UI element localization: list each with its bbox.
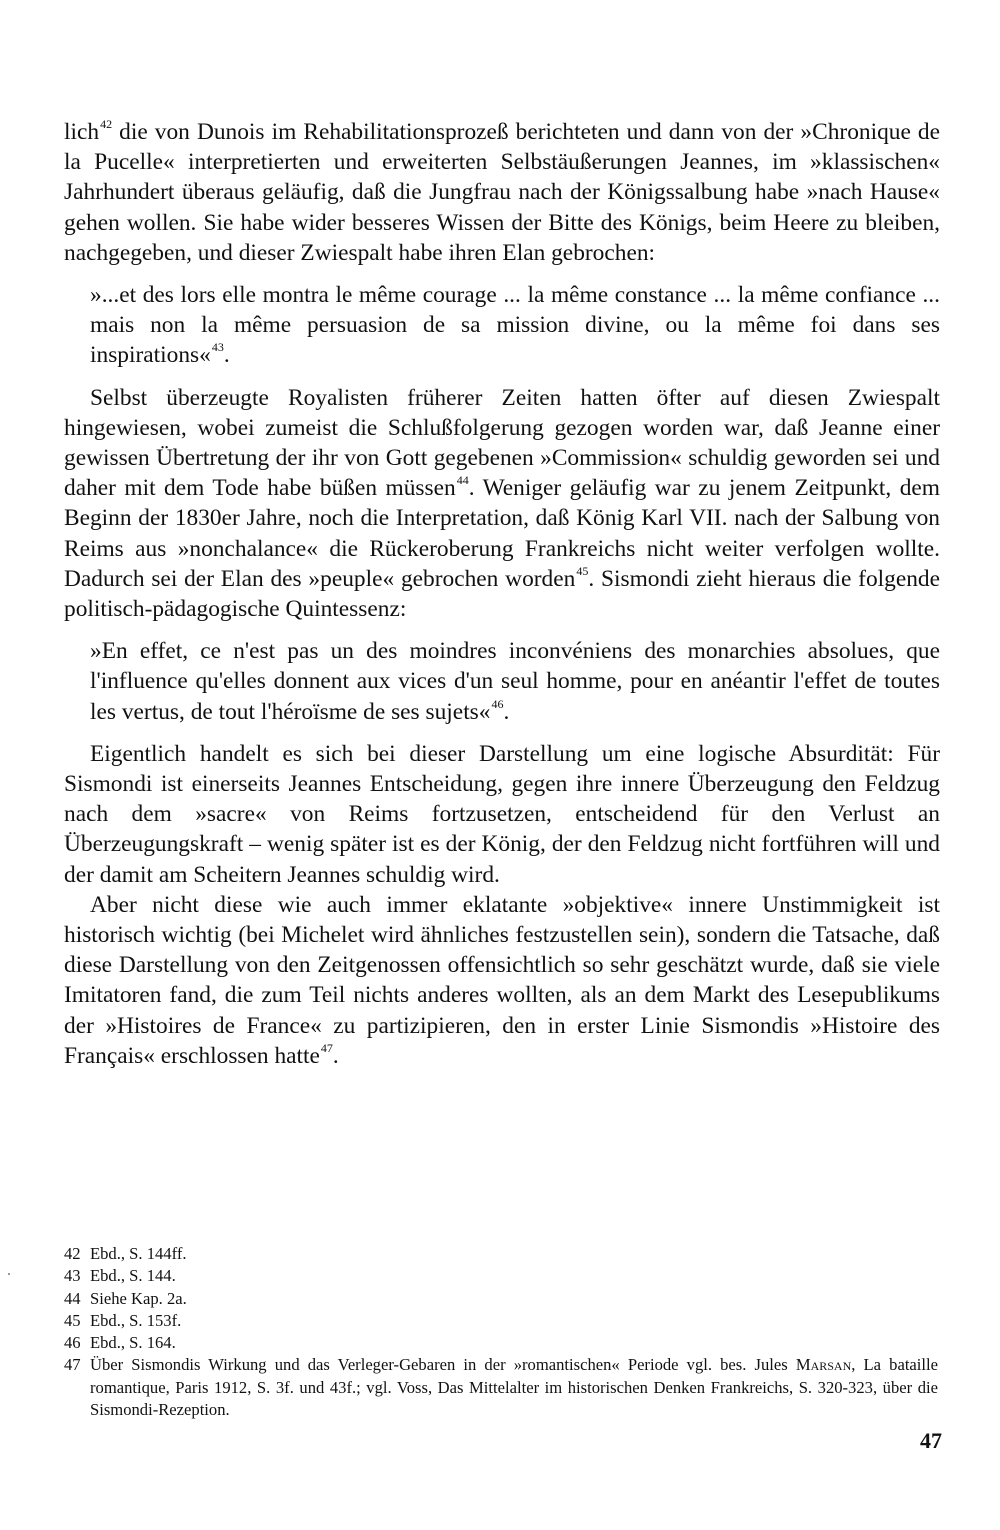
scan-speck xyxy=(8,1273,10,1275)
block-quote-2 xyxy=(90,636,940,727)
footnote-ref: 44 xyxy=(456,473,469,488)
footnote-number: 47 xyxy=(64,1355,81,1375)
footnote-text: Ebd., S. 153f. xyxy=(90,1310,182,1330)
quote-text: . xyxy=(223,342,230,369)
main-text xyxy=(64,117,940,1071)
quote-text: »...et des lors elle montra le même courage ... la même constance ... la même confiance ... mais non la même persuasion de sa mission divine, ou la même foi dans ses inspirations« xyxy=(90,282,940,369)
footnote-text-part: , La bataille romantique, Paris 1912, S. 3f. und 43f.; vgl. Voss, Das Mittelalter im historischen Denken Frankreichs, S. 320-323, über die Sismondi-Rezeption. xyxy=(90,1355,938,1420)
paragraph-text: Selbst überzeugte Royalisten früherer Zeiten hatten öfter auf diesen Zwiespalt hingewiesen, wobei zumeist die Schlußfolgerung gezogen worden war, daß Jeanne einer gewissen Übertretung der ihr von Gott gegebenen »Commission« schuldig geworden sei und daher mit dem Tode habe büßen müssen xyxy=(64,384,940,502)
footnote-ref: 43 xyxy=(211,340,224,355)
paragraph-text: die von Dunois im Rehabilitationsprozeß berichteten und dann von der »Chronique de la Pucelle« interpretierten und erweiterten Selbstäußerungen Jeannes, im »klassischen« Jahrhundert überaus geläufig, daß die Jungfrau nach der Königssalbung habe »nach Hause« gehen wollen. Sie habe wider besseres Wissen der Bitte des Königs, beim Heere zu bleiben, nachgegeben, und dieser Zwiespalt habe ihren Elan gebrochen: xyxy=(64,119,940,266)
paragraph-text: . xyxy=(332,1042,339,1069)
footnote xyxy=(64,1243,938,1265)
footnote xyxy=(64,1354,938,1421)
block-quote-1 xyxy=(90,280,940,371)
footnote xyxy=(64,1332,938,1354)
paragraph-1 xyxy=(64,117,940,268)
footnote-text: Ebd., S. 144. xyxy=(90,1266,176,1286)
author-name: Marsan xyxy=(795,1355,852,1375)
footnote-ref: 46 xyxy=(491,696,504,711)
paragraph-text: lich xyxy=(64,119,100,145)
paragraph-4 xyxy=(64,890,940,1071)
paragraph-text: Aber nicht diese wie auch immer eklatante »objektive« innere Unstimmigkeit ist historisch wichtig (bei Michelet wird ähnliches festzustellen sein), sondern die Tatsache, daß diese Darstellung von den Zeitgenossen offensichtlich so sehr geschätzt wurde, daß sie viele Imitatoren fand, die zum Teil nichts anderes wollten, als an dem Markt des Lesepublikums der »Histoires de France« zu partizipieren, den in erster Linie Sismondis »Histoire des Français« erschlossen hatte xyxy=(64,891,940,1069)
footnote-ref: 45 xyxy=(576,563,589,578)
paragraph-3: Eigentlich handelt es sich bei dieser Darstellung um eine logische Absurdität: Für Sismondi ist einerseits Jeannes Entscheidung, gegen ihre innere Überzeugung den Feldzug nach dem »sacre« von Reims fortzusetzen, entscheidend für den Verlust an Überzeugungskraft – wenig später ist es der König, der den Feldzug nicht fortführen will und der damit am Scheitern Jeannes schuldig wird. xyxy=(64,740,940,888)
footnote-text xyxy=(90,1354,938,1421)
footnote-number: 42 xyxy=(64,1244,81,1263)
footnote xyxy=(64,1288,938,1310)
footnote xyxy=(64,1265,938,1287)
footnote-number: 43 xyxy=(64,1266,81,1286)
quote-text: . xyxy=(503,698,510,725)
footnote-text: Siehe Kap. 2a. xyxy=(90,1288,187,1308)
footnote-ref: 42 xyxy=(100,117,113,131)
footnote-text: Ebd., S. 164. xyxy=(90,1333,176,1353)
footnote xyxy=(64,1310,938,1332)
footnote-text: Ebd., S. 144ff. xyxy=(90,1244,187,1263)
footnote-ref: 47 xyxy=(320,1040,333,1055)
footnote-number: 45 xyxy=(64,1310,81,1330)
paragraph-text: . Sismondi zieht hieraus die folgende politisch-pädagogische Quintessenz: xyxy=(64,565,940,623)
footnote-number: 44 xyxy=(64,1288,81,1308)
footnote-number: 46 xyxy=(64,1333,81,1353)
footnotes xyxy=(64,1243,938,1421)
footnote-text-part: Über Sismondis Wirkung und das Verleger-Gebaren in der »romantischen« Periode vgl. bes. Jules xyxy=(90,1355,796,1375)
quote-text: »En effet, ce n'est pas un des moindres inconvéniens des monarchies absolues, que l'influence qu'elles donnent aux vices d'un seul homme, pour en anéantir l'effet de toutes les vertus, de tout l'héroïsme de ses sujets« xyxy=(90,638,940,725)
paragraph-2 xyxy=(64,383,940,625)
page-number: 47 xyxy=(920,1428,942,1453)
paragraph-text: . Weniger geläufig war zu jenem Zeitpunkt, dem Beginn der 1830er Jahre, noch die Interpretation, daß König Karl VII. nach der Salbung von Reims aus »nonchalance« die Rückeroberung Frankreichs nicht weiter verfolgen wollte. Dadurch sei der Elan des »peuple« gebrochen worden xyxy=(64,475,940,592)
